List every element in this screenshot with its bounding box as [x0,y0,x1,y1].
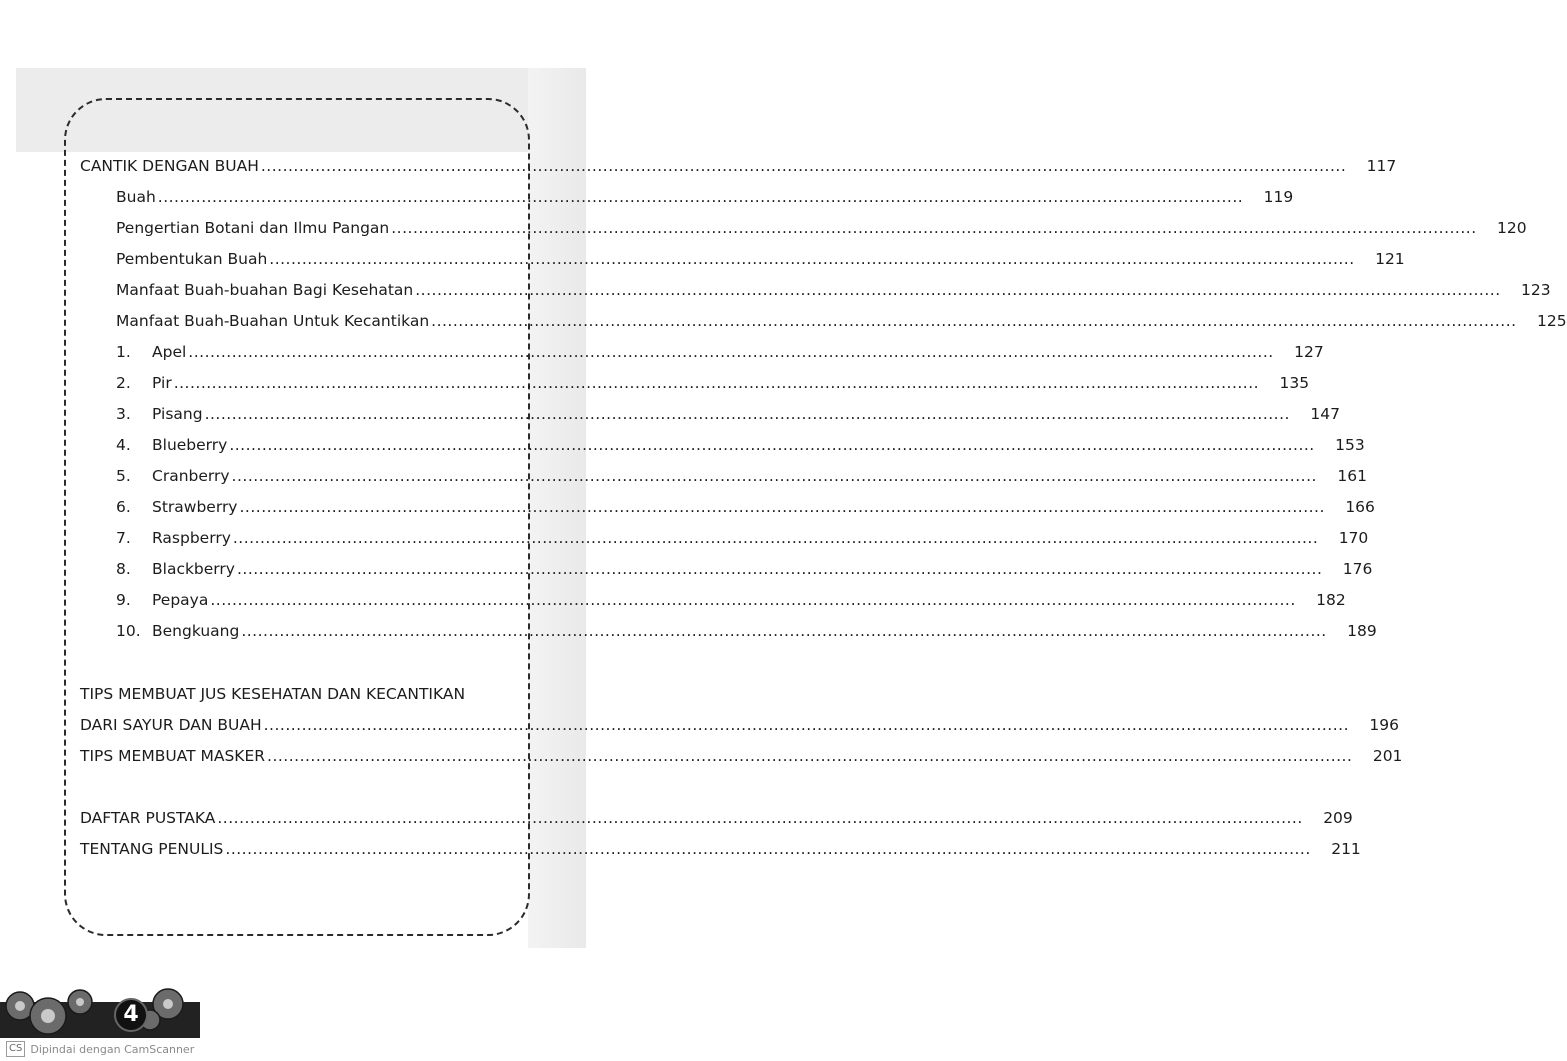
toc-label: Apel [152,343,187,361]
camscanner-watermark [6,1040,194,1058]
leader-dots: ........................................................................................................................................................................................................ [157,188,1244,206]
toc-entry-manfaat-kesehatan [116,277,1551,303]
toc-page: 196 [1369,716,1400,734]
toc-label: Pir [152,374,172,392]
toc-page: 153 [1335,436,1365,454]
leader-dots: ........................................................................................................................................................................................................ [188,343,1274,361]
toc-label: Cranberry [152,467,230,485]
toc-entry-bengkuang [116,618,1377,644]
toc-page: 147 [1310,405,1340,423]
leader-dots: ........................................................................................................................................................................................................ [269,250,1355,268]
toc-page: 211 [1331,840,1361,858]
leader-dots: ........................................................................................................................................................................................................ [232,529,1319,547]
leader-dots: ........................................................................................................................................................................................................ [217,809,1303,827]
toc-label: Pengertian Botani dan Ilmu Pangan [116,219,390,237]
toc-number: 5. [116,467,131,485]
toc-page: 209 [1323,809,1353,827]
toc-entry-blackberry [116,556,1373,582]
leader-dots: ........................................................................................................................................................................................................ [267,747,1353,765]
camscanner-logo: CS [6,1041,25,1057]
toc-number: 2. [116,374,131,392]
toc-label: TIPS MEMBUAT MASKER [80,747,266,765]
toc-entry-pengertian-botani [116,215,1527,241]
flower-footer-decoration [0,972,200,1038]
leader-dots: ........................................................................................................................................................................................................ [210,591,1296,609]
toc-entry-raspberry [116,525,1369,551]
toc-label: DAFTAR PUSTAKA [80,809,216,827]
toc-entry-apel [116,339,1324,365]
toc-page: 189 [1347,622,1377,640]
toc-page: 127 [1294,343,1324,361]
toc-label: TENTANG PENULIS [80,840,224,858]
toc-entry-pembentukan-buah [116,246,1405,272]
toc-label: Blackberry [152,560,235,578]
leader-dots: ........................................................................................................................................................................................................ [229,436,1315,454]
toc-page: 121 [1375,250,1405,268]
leader-dots: ........................................................................................................................................................................................................ [415,281,1501,299]
toc-entry-tentang-penulis [80,836,1361,862]
toc-number: 4. [116,436,131,454]
leader-dots: ........................................................................................................................................................................................................ [391,219,1477,237]
toc-page: 135 [1279,374,1310,392]
watermark-text: Dipindai dengan CamScanner [30,1042,195,1056]
toc-entry-tips-jus-line2 [80,712,1400,738]
toc-entry-pepaya [116,587,1346,613]
toc-number: 3. [116,405,131,423]
toc-label: Pembentukan Buah [116,250,268,268]
toc-entry-pir [116,370,1310,396]
toc-page: 166 [1345,498,1375,516]
toc-entry-tips-jus-line1 [80,681,516,707]
toc-label: CANTIK DENGAN BUAH [80,157,259,175]
toc-label: Pepaya [152,591,209,609]
toc-entry-tips-masker [80,743,1403,769]
leader-dots: ........................................................................................................................................................................................................ [204,405,1290,423]
toc-label: Raspberry [152,529,231,547]
toc-page: 182 [1316,591,1346,609]
toc-entry-cantik-dengan-buah [80,153,1397,179]
toc-entry-daftar-pustaka [80,805,1353,831]
toc-page: 117 [1366,157,1397,175]
toc-number: 7. [116,529,131,547]
toc-page: 120 [1497,219,1527,237]
toc-entry-cranberry [116,463,1367,489]
toc-label: Pisang [152,405,203,423]
leader-dots: ........................................................................................................................................................................................................ [231,467,1317,485]
toc-number: 8. [116,560,131,578]
toc-label: Manfaat Buah-Buahan Untuk Kecantikan [116,312,430,330]
toc-number: 6. [116,498,131,516]
toc-label: DARI SAYUR DAN BUAH [80,716,262,734]
toc-page: 119 [1263,188,1294,206]
toc-entry-buah [116,184,1294,210]
toc-label: Manfaat Buah-buahan Bagi Kesehatan [116,281,414,299]
toc-entry-strawberry [116,494,1375,520]
toc-page: 170 [1338,529,1369,547]
toc-page: 161 [1337,467,1367,485]
leader-dots: ........................................................................................................................................................................................................ [241,622,1327,640]
leader-dots: ........................................................................................................................................................................................................ [239,498,1325,516]
toc-entry-manfaat-kecantikan [116,308,1567,334]
toc-page: 201 [1372,747,1403,765]
leader-dots: ........................................................................................................................................................................................................ [236,560,1323,578]
toc-label: Strawberry [152,498,238,516]
leader-dots: ........................................................................................................................................................................................................ [260,157,1347,175]
toc-page: 176 [1342,560,1373,578]
toc-entry-blueberry [116,432,1365,458]
page-number: 4 [123,1002,139,1027]
leader-dots: ........................................................................................................................................................................................................ [173,374,1260,392]
leader-dots: ........................................................................................................................................................................................................ [263,716,1350,734]
toc-label: TIPS MEMBUAT JUS KESEHATAN DAN KECANTIKAN [80,685,466,703]
toc-label: Bengkuang [152,622,240,640]
toc-label: Blueberry [152,436,228,454]
leader-dots: ........................................................................................................................................................................................................ [225,840,1311,858]
toc-page: 125 [1536,312,1567,330]
toc-page: 123 [1521,281,1551,299]
leader-dots: ........................................................................................................................................................................................................ [431,312,1517,330]
toc-number: 1. [116,343,131,361]
toc-label: Buah [116,188,156,206]
toc-number: 9. [116,591,131,609]
toc-entry-pisang [116,401,1340,427]
toc-number: 10. [116,622,141,640]
